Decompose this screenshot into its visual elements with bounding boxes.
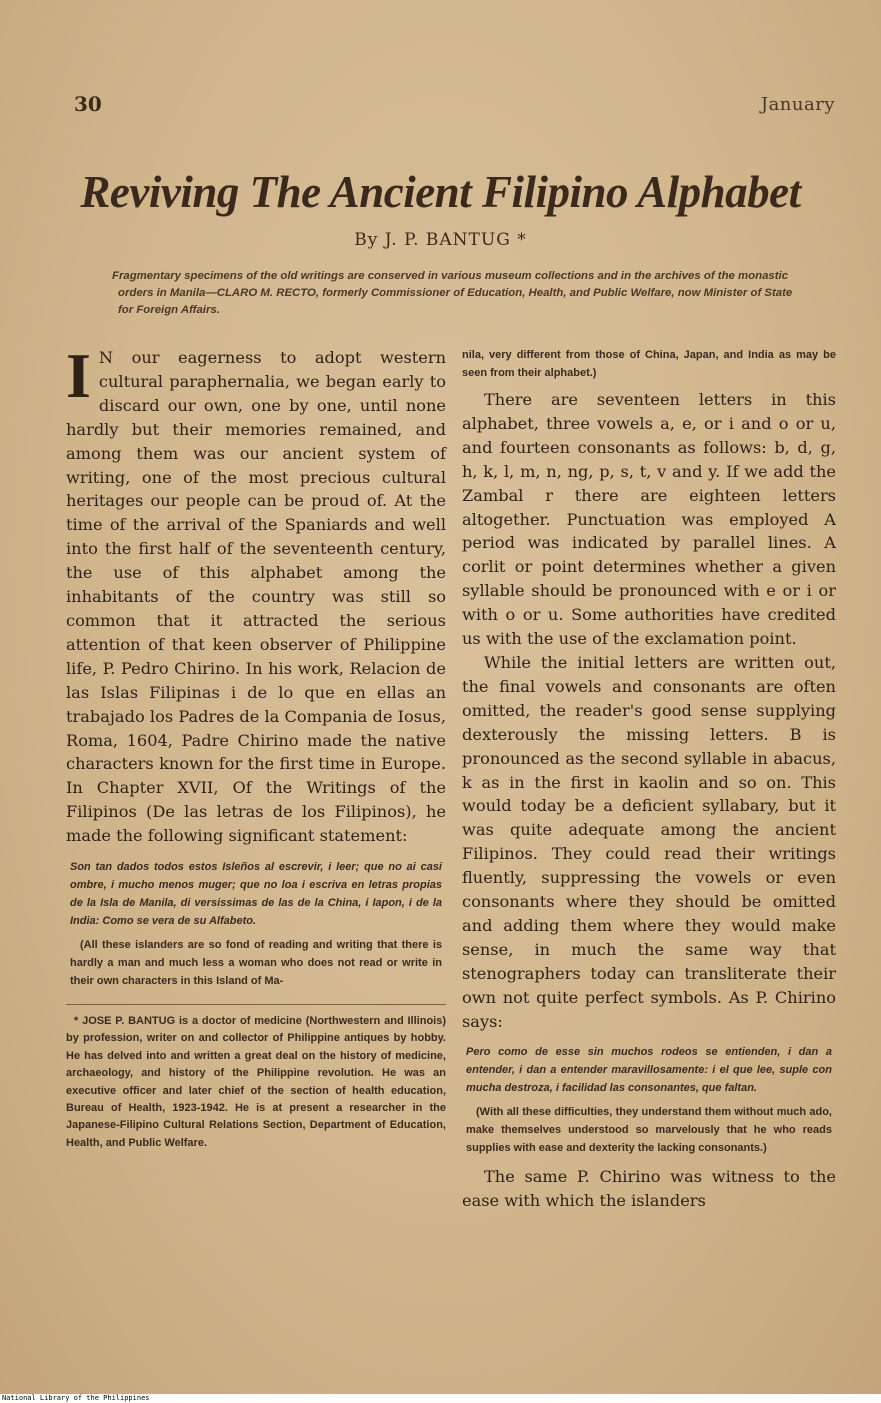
right-column bbox=[462, 346, 836, 1213]
footnote-divider bbox=[66, 1004, 446, 1005]
author-footnote: * JOSE P. BANTUG is a doctor of medicine (Northwestern and Illinois) by profession, writer on and collector of Philippine antiques by hobby. He has delved into and written a great deal on the history of medicine, archaeology, and history of the Philippine revolution. He was an executive officer and later chief of the section of health education, Bureau of Health, 1923-1942. He is at present a researcher in the Japanese-Filipino Cultural Relations Section, Department of Education, Health, and Public Welfare. bbox=[66, 1015, 446, 1149]
translation-1-right: nila, very different from those of China, Japan, and India as may be seen from their alphabet.) bbox=[462, 349, 836, 379]
right-paragraph-2: While the initial letters are written out, the final vowels and consonants are often omitted, the reader's good sense supplying dexterously the missing letters. B is pronounced as the second syllable in abacus, k as in the first in kaolin and so on. This would today be a deficient syllabary, but it was quite adequate among the ancient Filipinos. They could read their writings fluently, suppressing the vowels or even consonants where they should be omitted and adding them where they would make sense, in much the same way that stenographers today can transliterate their own not quite perfect symbols. As P. Chirino says: bbox=[462, 652, 836, 1031]
article-byline: By J. P. BANTUG * bbox=[354, 230, 527, 250]
right-paragraph-3: The same P. Chirino was witness to the ease with which the islanders bbox=[462, 1167, 836, 1211]
spanish-quote-2: Pero como de esse sin muchos rodeos se entienden, i dan a entender, i dan a entender maravillosamente: i el que lee, suple con mucha destroza, i facilidad las consonantes, que faltan. bbox=[466, 1046, 832, 1095]
issue-month: January bbox=[760, 94, 835, 115]
left-paragraph-1 bbox=[66, 340, 446, 848]
article-title: Reviving The Ancient Filipino Alphabet bbox=[80, 167, 801, 217]
translation-2: (With all these difficulties, they understand them without much ado, make themselves understood so marvelously that he who reads supplies with ease and dexterity the lacking consonants.) bbox=[466, 1106, 832, 1155]
spanish-quote-1: Son tan dados todos estos Isleños al escrevir, i leer; que no ai casi ombre, i mucho menos muger; que no loa i escriva en letras propias de la Isla de Manila, di versissimas de las de la China, i Iapon, i de la India: Como se vera de su Alfabeto. bbox=[70, 861, 442, 928]
translation-1-left: (All these islanders are so fond of reading and writing that there is hardly a man and much less a woman who does not read or write in their own characters in this Island of Ma- bbox=[70, 939, 442, 988]
right-paragraph-1: There are seventeen letters in this alphabet, three vowels a, e, or i and o or u, and fourteen consonants as follows: b, d, g, h, k, l, m, n, ng, p, s, t, v and y. If we add the Zambal r there are eighteen letters altogether. Punctuation was employed A period was indicated by parallel lines. A corlit or point determines whether a given syllable should be pronounced with e or i or with o or u. Some authorities have credited us with the use of the exclamation point. bbox=[462, 390, 836, 649]
article-abstract: Fragmentary specimens of the old writings are conserved in various museum collections and in the archives of the monastic orders in Manila—CLARO M. RECTO, formerly Commissioner of Education, Health, and Public Welfare, now Minister of State for Foreign Affairs. bbox=[112, 270, 793, 316]
left-paragraph-1-text: N our eagerness to adopt western cultural paraphernalia, we began early to discard our own, one by one, until none hardly but their memories remained, and among them was our ancient system of writing, one of the most precious cultural heritages our people can be proud of. At the time of the arrival of the Spaniards and well into the first half of the seventeenth century, the use of this alphabet among the inhabitants of the country was still so common that it attracted the serious attention of that keen observer of Philippine life, P. Pedro Chirino. In his work, Relacion de las Islas Filipinas i de lo que en ellas an trabajado los Padres de la Compania de Iosus, Roma, 1604, Padre Chirino made the native characters known for the first time in Europe. In Chapter XVII, Of the Writings of the Filipinos (De las letras de los Filipinos), he made the following significant statement: bbox=[66, 348, 446, 846]
drop-cap: I bbox=[66, 340, 91, 411]
library-credit: National Library of the Philippines bbox=[0, 1394, 881, 1403]
page-number: 30 bbox=[74, 92, 102, 116]
left-column bbox=[66, 340, 446, 1152]
